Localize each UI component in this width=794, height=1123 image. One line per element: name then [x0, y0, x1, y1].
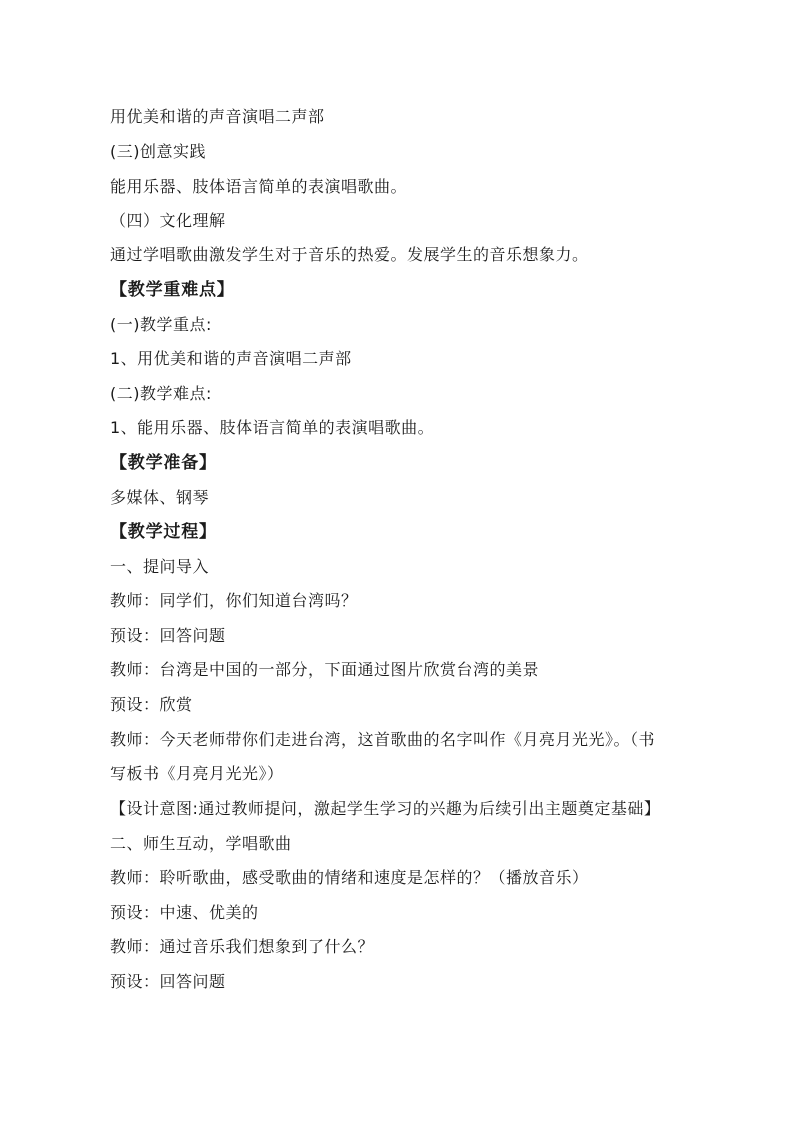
body-text: 通过学唱歌曲激发学生对于音乐的热爱。发展学生的音乐想象力。 [110, 245, 589, 264]
dialogue-line: 教师：聆听歌曲，感受歌曲的情绪和速度是怎样的？（播放音乐） [110, 868, 589, 887]
subsection-heading: (二)教学难点: [110, 384, 212, 403]
section-heading: 【教学重难点】 [110, 280, 235, 300]
section-heading: 【教学准备】 [110, 453, 217, 473]
subsection-heading: 二、师生互动，学唱歌曲 [110, 834, 292, 853]
dialogue-line: 预设：欣赏 [110, 695, 193, 714]
dialogue-line: 教师：今天老师带你们走进台湾，这首歌曲的名字叫作《月亮月光光》。（书 [110, 730, 656, 749]
dialogue-line: 教师：通过音乐我们想象到了什么？ [110, 937, 375, 956]
dialogue-line-continued: 写板书《月亮月光光》） [110, 764, 284, 783]
body-text: 用优美和谐的声音演唱二声部 [110, 107, 325, 126]
subsection-heading: (三)创意实践 [110, 142, 206, 161]
dialogue-line: 教师：同学们，你们知道台湾吗？ [110, 591, 358, 610]
subsection-heading: 一、提问导入 [110, 557, 210, 576]
list-item: 1、用优美和谐的声音演唱二声部 [110, 349, 352, 368]
dialogue-line: 教师：台湾是中国的一部分，下面通过图片欣赏台湾的美景 [110, 660, 540, 679]
dialogue-line: 预设：中速、优美的 [110, 903, 259, 922]
dialogue-line: 预设：回答问题 [110, 626, 226, 645]
design-intent-note: 【设计意图:通过教师提问，激起学生学习的兴趣为后续引出主题奠定基础】 [110, 799, 661, 818]
body-text: 多媒体、钢琴 [110, 488, 210, 507]
body-text: 能用乐器、肢体语言简单的表演唱歌曲。 [110, 177, 408, 196]
list-item: 1、能用乐器、肢体语言简单的表演唱歌曲。 [110, 418, 435, 437]
subsection-heading: （四）文化理解 [110, 211, 226, 230]
subsection-heading: (一)教学重点: [110, 315, 212, 334]
section-heading: 【教学过程】 [110, 522, 217, 542]
dialogue-line: 预设：回答问题 [110, 972, 226, 991]
